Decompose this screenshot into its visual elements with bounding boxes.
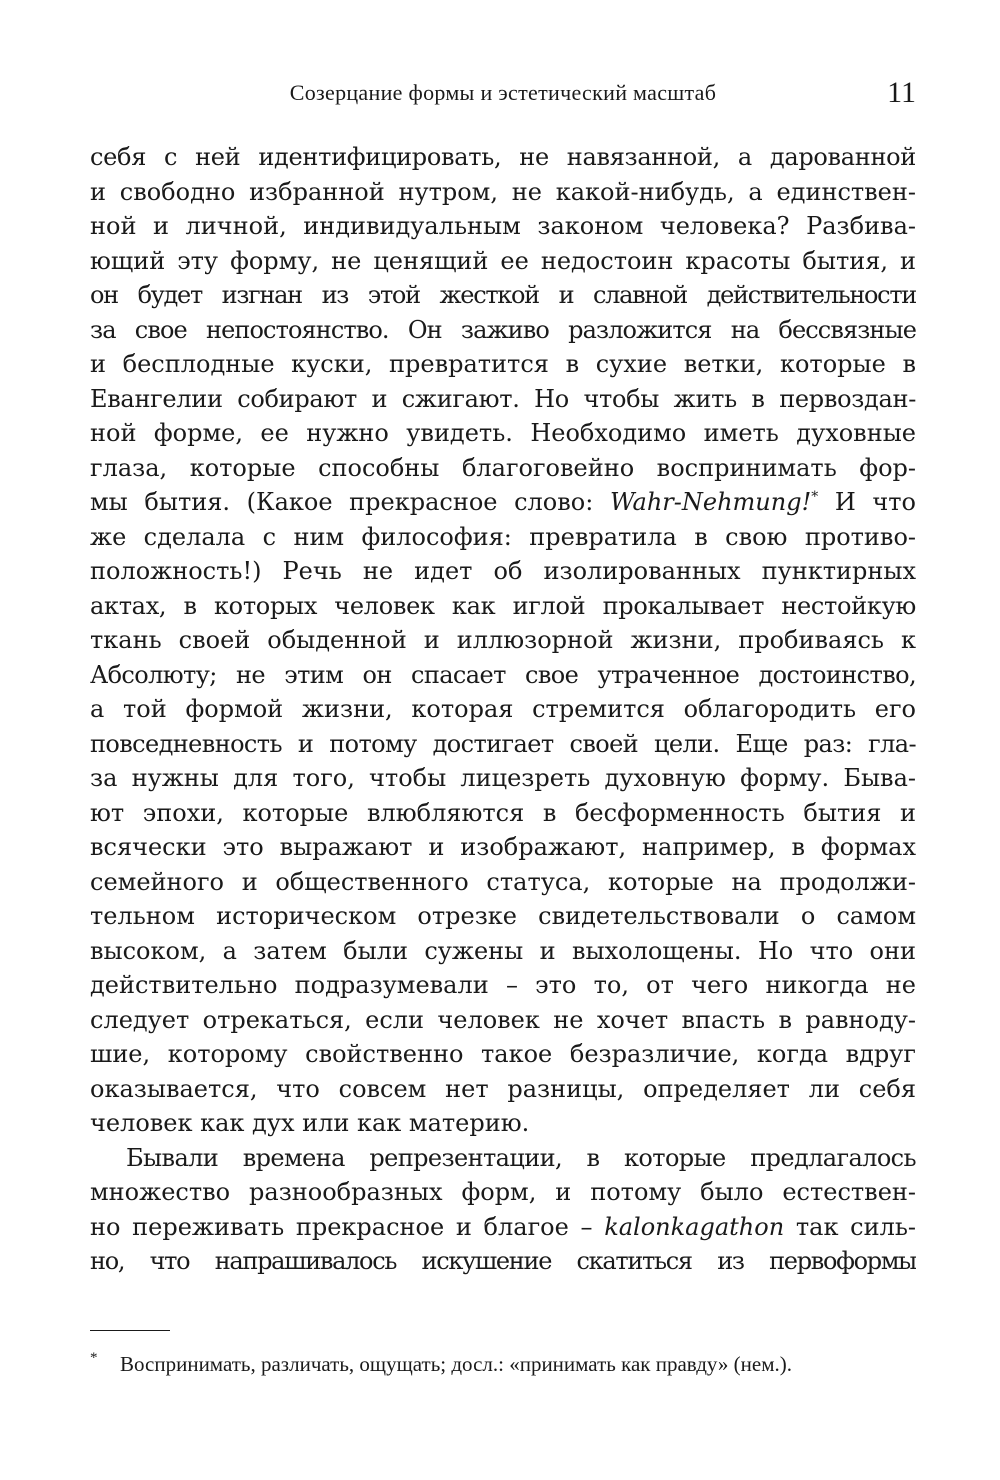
text-line: себя с ней идентифицировать, не навязанной, а дарованной — [90, 143, 916, 171]
text-line: тельном историческом отрезке свидетельствовали о самом — [90, 902, 916, 930]
text-line: Бывали времена репрезентации, в которые предлагалось — [126, 1143, 916, 1172]
running-header — [90, 76, 916, 110]
text-line-with-italic — [90, 485, 916, 520]
text-segment: так силь- — [784, 1212, 916, 1241]
text-line: а той формой жизни, которая стремится облагородить его — [90, 695, 916, 723]
text-line: но, что напрашивалось искушение скатиться из первоформы — [90, 1247, 916, 1275]
text-segment: мы бытия. (Какое прекрасное слово: — [90, 488, 610, 516]
text-line: множество разнообразных форм, и потому было естествен- — [90, 1178, 916, 1206]
italic-term: Wahr-Nehmung! — [609, 488, 812, 516]
body-text — [90, 140, 916, 1279]
italic-term: kalonkagathon — [604, 1212, 785, 1241]
text-line: же сделала с ним философия: превратила в свою противо- — [90, 522, 916, 551]
footnote-text: Воспринимать, различать, ощущать; досл.: «принимать как правду» (нем.). — [120, 1352, 792, 1376]
text-line: он будет изгнан из этой жесткой и славной действительности — [90, 281, 916, 309]
text-line: действительно подразумевали – это то, от чего никогда не — [90, 971, 916, 999]
text-line: повседневность и потому достигает своей цели. Еще раз: гла- — [90, 729, 916, 758]
text-line: положность!) Речь не идет об изолированных пунктирных — [90, 557, 916, 585]
text-line: за нужны для того, чтобы лицезреть духовную форму. Быва- — [90, 764, 916, 792]
text-line: ют эпохи, которые влюбляются в бесформенность бытия и — [90, 798, 916, 827]
text-line: следует отрекаться, если человек не хочет впасть в равноду- — [90, 1005, 916, 1034]
text-line: ной и личной, индивидуальным законом человека? Разбива- — [90, 212, 916, 240]
page-number: 11 — [887, 76, 916, 109]
text-line: ткань своей обыденной и иллюзорной жизни, пробиваясь к — [90, 626, 916, 654]
text-line: шие, которому свойственно такое безразличие, когда вдруг — [90, 1040, 916, 1068]
footnote-rule — [90, 1330, 170, 1331]
text-line: и свободно избранной нутром, не какой-нибудь, а единствен- — [90, 177, 916, 206]
text-segment: но переживать прекрасное и благое – — [90, 1212, 605, 1241]
text-line: и бесплодные куски, превратится в сухие ветки, которые в — [90, 350, 916, 378]
text-line: высоком, а затем были сужены и выхолощены. Но что они — [90, 936, 916, 965]
text-line: семейного и общественного статуса, которые на продолжи- — [90, 867, 916, 896]
text-line: ной форме, ее нужно увидеть. Необходимо иметь духовные — [90, 419, 916, 447]
text-line: за свое непостоянство. Он заживо разложится на бессвязные — [90, 315, 916, 344]
text-line-with-italic — [90, 1210, 916, 1245]
text-line: всячески это выражают и изображают, например, в формах — [90, 833, 916, 861]
text-line: человек как дух или как материю. — [90, 1109, 530, 1137]
text-segment: И что — [818, 488, 916, 516]
text-line: Абсолюту; не этим он спасает свое утраченное достоинство, — [90, 660, 916, 689]
text-line: Евангелии собирают и сжигают. Но чтобы жить в первоздан- — [90, 384, 916, 413]
text-line: глаза, которые способны благоговейно воспринимать фор- — [90, 453, 916, 482]
text-line: актах, в которых человек как иглой прокалывает нестойкую — [90, 591, 916, 620]
footnote — [90, 1350, 916, 1378]
text-line: оказывается, что совсем нет разницы, определяет ли себя — [90, 1074, 916, 1103]
footnote-marker: * — [811, 489, 819, 505]
running-title: Созерцание формы и эстетический масштаб — [289, 80, 717, 105]
text-line: ющий эту форму, не ценящий ее недостоин красоты бытия, и — [90, 246, 916, 275]
footnote-marker: * — [90, 1350, 98, 1366]
